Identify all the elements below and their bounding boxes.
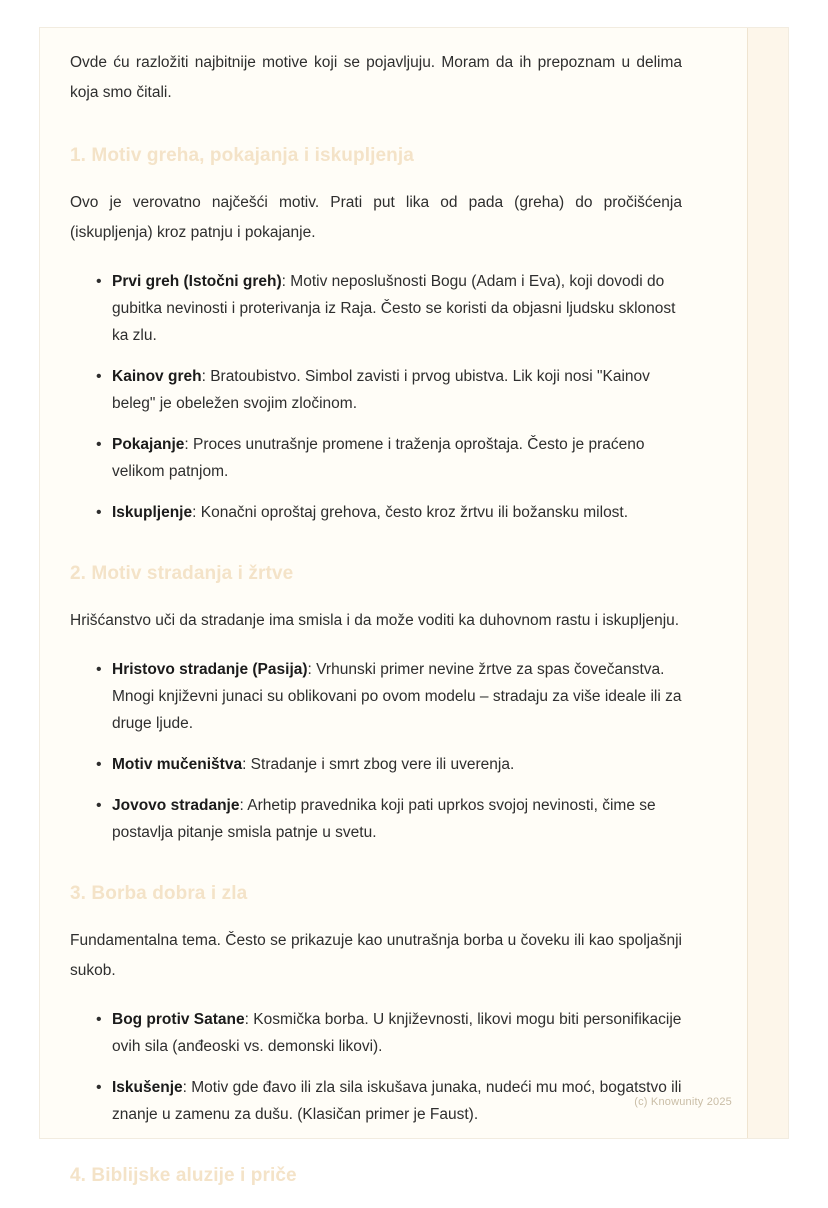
list-item-text: : Arhetip pravednika koji pati uprkos svojoj nevinosti, čime se postavlja pitanje smisla patnje u svetu. xyxy=(112,797,656,841)
list-item-text: : Motiv neposlušnosti Bogu (Adam i Eva), koji dovodi do gubitka nevinosti i proterivanja iz Raja. Često se koristi da objasni ljudsku sklonost ka zlu. xyxy=(112,273,676,344)
section-list-2 xyxy=(70,656,682,846)
document-content xyxy=(70,48,682,1208)
intro-paragraph: Ovde ću razložiti najbitnije motive koji se pojavljuju. Moram da ih prepoznam u delima koja smo čitali. xyxy=(70,54,682,101)
list-item-text: : Proces unutrašnje promene i traženja oproštaja. Često je praćeno velikom patnjom. xyxy=(112,436,645,480)
list-item-term: Bog protiv Satane xyxy=(112,1011,245,1028)
list-item-term: Hristovo stradanje (Pasija) xyxy=(112,661,308,678)
section-list-3 xyxy=(70,1006,682,1128)
page-footer-copyright: (c) Knowunity 2025 xyxy=(634,1096,732,1108)
section-heading-1: 1. Motiv greha, pokajanja i iskupljenja xyxy=(70,145,414,166)
list-item-text: : Motiv gde đavo ili zla sila iskušava junaka, nudeći mu moć, bogatstvo ili znanje u zamenu za dušu. (Klasičan primer je Faust). xyxy=(112,1079,682,1123)
list-item xyxy=(96,268,682,349)
list-item xyxy=(96,363,682,417)
section-paragraph-1: Ovo je verovatno najčešći motiv. Prati put lika od pada (greha) do pročišćenja (iskupljenja) kroz patnju i pokajanje. xyxy=(70,194,682,241)
list-item-text: : Vrhunski primer nevine žrtve za spas čovečanstva. Mnogi književni junaci su oblikovani po ovom modelu – stradaju za više ideale ili za druge ljude. xyxy=(112,661,682,732)
list-item-term: Prvi greh (Istočni greh) xyxy=(112,273,282,290)
list-item-term: Motiv mučeništva xyxy=(112,756,243,773)
list-item-term: Pokajanje xyxy=(112,436,185,453)
section-paragraph-2: Hrišćanstvo uči da stradanje ima smisla i da može voditi ka duhovnom rastu i iskupljenju. xyxy=(70,612,680,629)
section-list-1 xyxy=(70,268,682,526)
list-item-text: : Bratoubistvo. Simbol zavisti i prvog ubistva. Lik koji nosi "Kainov beleg" je obeležen svojim zločinom. xyxy=(112,368,650,412)
list-item xyxy=(96,751,682,778)
list-item xyxy=(96,792,682,846)
list-item-text: : Konačni oproštaj grehova, često kroz žrtvu ili božansku milost. xyxy=(192,504,629,521)
list-item-term: Iskušenje xyxy=(112,1079,183,1096)
list-item-term: Iskupljenje xyxy=(112,504,193,521)
list-item xyxy=(96,656,682,737)
list-item-term: Kainov greh xyxy=(112,368,202,385)
list-item xyxy=(96,1074,682,1128)
section-heading-2: 2. Motiv stradanja i žrtve xyxy=(70,563,294,584)
list-item xyxy=(96,431,682,485)
list-item xyxy=(96,1006,682,1060)
page-right-margin-strip xyxy=(747,28,788,1138)
section-heading-3: 3. Borba dobra i zla xyxy=(70,883,248,904)
list-item-term: Jovovo stradanje xyxy=(112,797,240,814)
section-paragraph-3: Fundamentalna tema. Često se prikazuje kao unutrašnja borba u čoveku ili kao spoljašnji sukob. xyxy=(70,932,682,979)
list-item-text: : Kosmička borba. U književnosti, likovi mogu biti personifikacije ovih sila (anđeoski vs. demonski likovi). xyxy=(112,1011,682,1055)
list-item-text: : Stradanje i smrt zbog vere ili uverenja. xyxy=(242,756,515,773)
section-heading-4: 4. Biblijske aluzije i priče xyxy=(70,1165,297,1186)
document-page xyxy=(40,28,788,1186)
list-item xyxy=(96,499,682,526)
